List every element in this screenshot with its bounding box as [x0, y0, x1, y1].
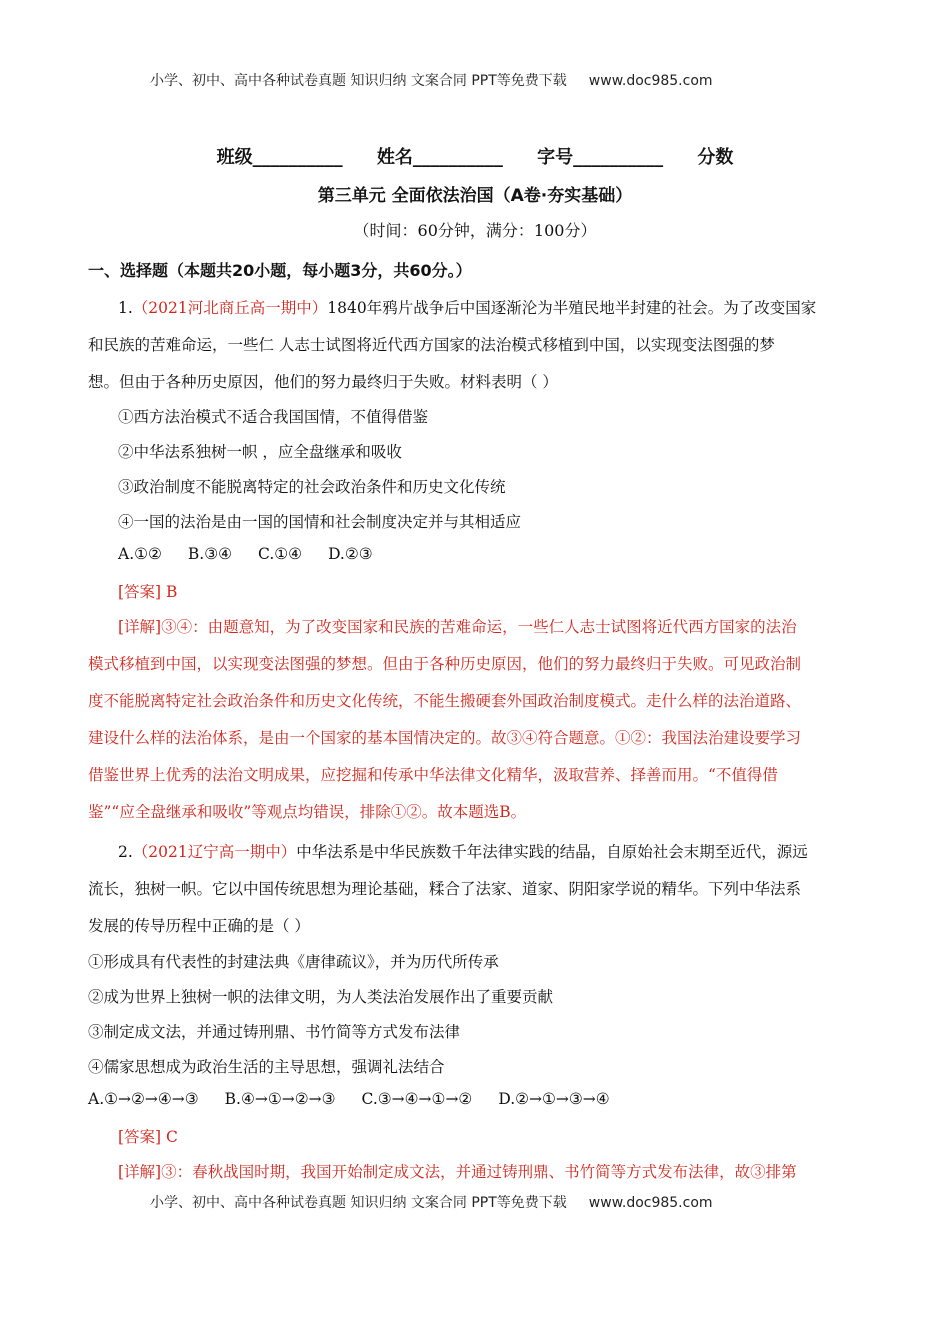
- q1-option-b: B.③④: [187, 545, 233, 563]
- score-field: 分数: [697, 147, 734, 168]
- student-fields: [0, 143, 950, 169]
- q2-option-a: A.①→②→④→③: [88, 1090, 199, 1108]
- id-field: 字号__________: [537, 147, 664, 168]
- q1-detail-line: [详解]③④：由题意知，为了改变国家和民族的苦难命运，一些仁人志士试图将近代西方国家的法治: [118, 618, 797, 636]
- q1-item: ④一国的法治是由一国的国情和社会制度决定并与其相适应: [118, 513, 522, 531]
- section-heading: 一、选择题（本题共20小题，每小题3分，共60分。）: [88, 261, 472, 280]
- q1-line2: 和民族的苦难命运，一些仁 人志士试图将近代西方国家的法治模式移植到中国，以实现变法图强的梦: [88, 336, 775, 354]
- header-text: 小学、初中、高中各种试卷真题 知识归纳 文案合同 PPT等免费下载: [150, 73, 567, 89]
- q2-option-c: C.③→④→①→②: [361, 1090, 473, 1108]
- page-title: 第三单元 全面依法治国（A卷·夯实基础）: [317, 186, 633, 206]
- q2-options: [88, 1090, 610, 1108]
- q1-option-c: C.①④: [258, 545, 303, 563]
- q1-answer: [答案] B: [118, 583, 178, 601]
- q1-detail-line: 建设什么样的法治体系，是由一个国家的基本国情决定的。故③④符合题意。①②：我国法治建设要学习: [88, 729, 802, 747]
- q2-line3: 发展的传导历程中正确的是（ ）: [88, 917, 310, 935]
- q2-detail-line: [详解]③：春秋战国时期，我国开始制定成文法，并通过铸刑鼎、书竹简等方式发布法律，故③排第: [118, 1163, 797, 1181]
- q1-item: ③政治制度不能脱离特定的社会政治条件和历史文化传统: [118, 478, 506, 496]
- header-url[interactable]: www.doc985.com: [588, 73, 713, 89]
- q2-item: ④儒家思想成为政治生活的主导思想，强调礼法结合: [88, 1058, 445, 1076]
- page-header: [150, 70, 713, 90]
- q2-number: 2.: [118, 843, 133, 861]
- q1-stem-1: 1840年鸦片战争后中国逐渐沦为半殖民地半封建的社会。为了改变国家: [327, 299, 817, 317]
- q2-item: ①形成具有代表性的封建法典《唐律疏议》，并为历代所传承: [88, 953, 499, 971]
- q1-option-d: D.②③: [328, 545, 373, 563]
- q2-line2: 流长，独树一帜。它以中国传统思想为理论基础，糅合了法家、道家、阴阳家学说的精华。下列中华法系: [88, 880, 802, 898]
- q2-line1: [118, 840, 808, 862]
- q1-source: （2021河北商丘高一期中）: [132, 299, 328, 317]
- footer-url[interactable]: www.doc985.com: [588, 1195, 713, 1211]
- footer-text: 小学、初中、高中各种试卷真题 知识归纳 文案合同 PPT等免费下载: [150, 1195, 567, 1211]
- q1-number: 1.: [118, 299, 133, 317]
- q2-source: （2021辽宁高一期中）: [132, 843, 297, 861]
- exam-meta: （时间：60分钟，满分：100分）: [353, 221, 597, 240]
- q1-item: ②中华法系独树一帜 ，应全盘继承和吸收: [118, 443, 402, 461]
- q1-item: ①西方法治模式不适合我国国情，不值得借鉴: [118, 408, 429, 426]
- q2-item: ②成为世界上独树一帜的法律文明，为人类法治发展作出了重要贡献: [88, 988, 554, 1006]
- class-field: 班级__________: [216, 147, 343, 168]
- q2-item: ③制定成文法，并通过铸刑鼎、书竹简等方式发布法律: [88, 1023, 461, 1041]
- q2-option-b: B.④→①→②→③: [224, 1090, 336, 1108]
- page-footer: [150, 1192, 713, 1212]
- q1-line3: 想。但由于各种历史原因，他们的努力最终归于失败。材料表明（ ）: [88, 373, 558, 391]
- q1-options: [118, 545, 373, 563]
- q1-detail-line: 度不能脱离特定社会政治条件和历史文化传统，不能生搬硬套外国政治制度模式。走什么样的法治道路、: [88, 692, 802, 710]
- q1-option-a: A.①②: [118, 545, 162, 563]
- q1-detail-line: 鉴”“应全盘继承和吸收”等观点均错误，排除①②。故本题选B。: [88, 803, 527, 821]
- q1-detail-line: 模式移植到中国，以实现变法图强的梦想。但由于各种历史原因，他们的努力最终归于失败。可见政治制: [88, 655, 802, 673]
- name-field: 姓名__________: [376, 147, 503, 168]
- q1-line1: [118, 296, 816, 318]
- q2-option-d: D.②→①→③→④: [498, 1090, 610, 1108]
- q2-answer: [答案] C: [118, 1128, 178, 1146]
- q2-stem-1: 中华法系是中华民族数千年法律实践的结晶，自原始社会末期至近代，源远: [296, 843, 808, 861]
- q1-detail-line: 借鉴世界上优秀的法治文明成果，应挖掘和传承中华法律文化精华，汲取营养、择善而用。“不值得借: [88, 766, 778, 784]
